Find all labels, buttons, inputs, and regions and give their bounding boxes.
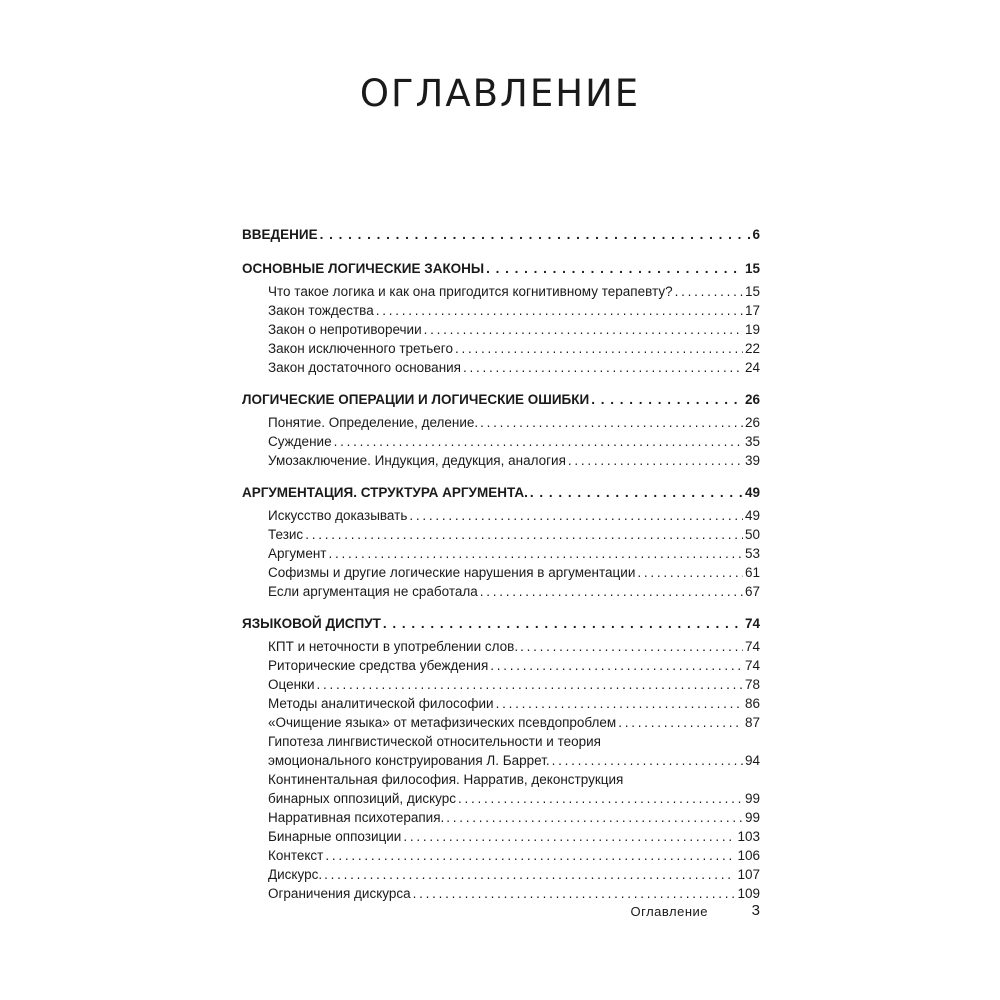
- toc-heading[interactable]: [242, 613, 760, 635]
- toc-entry-page: 74: [744, 658, 760, 673]
- toc-section-2: [242, 389, 760, 470]
- toc-entry-page: 107: [737, 867, 760, 882]
- dot-leader: [409, 506, 743, 525]
- dot-leader: [552, 751, 743, 770]
- dot-leader: [496, 694, 743, 713]
- toc-entry-page: 26: [744, 415, 760, 430]
- toc-section-1: [242, 258, 760, 377]
- toc-entry-page: 39: [744, 453, 760, 468]
- dot-leader: [446, 808, 743, 827]
- toc-entry-page: 106: [737, 848, 760, 863]
- toc-entry-label: Аргумент: [268, 546, 327, 561]
- toc-entry-page: 87: [744, 715, 760, 730]
- toc-entry[interactable]: [242, 301, 760, 320]
- page-footer: [0, 900, 760, 924]
- toc-entry[interactable]: [242, 582, 760, 601]
- toc-section-intro: [242, 224, 760, 246]
- toc-entry-label: Дискурс.: [268, 867, 323, 882]
- toc-entry-label: Если аргументация не сработала: [268, 584, 478, 599]
- dot-leader: [618, 713, 743, 732]
- dot-leader: [424, 320, 743, 339]
- toc-entry-page: 78: [744, 677, 760, 692]
- toc-entry-page: 109: [737, 886, 760, 901]
- toc-entry[interactable]: [242, 770, 760, 808]
- toc-entry-page: 15: [744, 284, 760, 299]
- toc-entry[interactable]: [242, 713, 760, 732]
- toc-heading-label: ЯЗЫКОВОЙ ДИСПУТ: [242, 616, 381, 631]
- dot-leader: [334, 432, 743, 451]
- toc-entry-page: 94: [744, 753, 760, 768]
- toc-entry-label: Закон исключенного третьего: [268, 341, 453, 356]
- toc-entry-page: 17: [744, 303, 760, 318]
- dot-leader: [317, 675, 743, 694]
- toc-entry[interactable]: [242, 694, 760, 713]
- toc-entry[interactable]: [242, 525, 760, 544]
- toc-section-4: [242, 613, 760, 903]
- toc-entry[interactable]: [242, 732, 760, 770]
- dot-leader: [520, 637, 743, 656]
- toc-entry-label: Умозаключение. Индукция, дедукция, аналогия: [268, 453, 566, 468]
- dot-leader: [403, 827, 735, 846]
- toc-section-3: [242, 482, 760, 601]
- toc-heading[interactable]: [242, 482, 760, 504]
- dot-leader: [463, 358, 743, 377]
- dot-leader: [486, 258, 743, 280]
- toc-entry-label-line2: бинарных оппозиций, дискурс: [268, 791, 457, 806]
- toc-entry-label: Понятие. Определение, деление.: [268, 415, 479, 430]
- toc-entry[interactable]: [242, 432, 760, 451]
- toc-entry-label: Софизмы и другие логические нарушения в аргументации: [268, 565, 636, 580]
- toc-entry[interactable]: [242, 358, 760, 377]
- toc-entry[interactable]: [242, 320, 760, 339]
- toc-entry-page: 49: [744, 508, 760, 523]
- dot-leader: [328, 544, 743, 563]
- toc-entry-label: Методы аналитической философии: [268, 696, 494, 711]
- toc-entry[interactable]: [242, 675, 760, 694]
- toc-entry-label: Закон тождества: [268, 303, 374, 318]
- toc-heading-page: 15: [744, 261, 760, 276]
- toc-entry-page: 74: [744, 639, 760, 654]
- dot-leader: [490, 656, 743, 675]
- toc-entry-page: 24: [744, 360, 760, 375]
- dot-leader: [530, 482, 743, 504]
- toc-entry-page: 67: [744, 584, 760, 599]
- toc-entry-label-line1: Континентальная философия. Нарратив, деконструкция: [268, 772, 624, 787]
- toc-entry[interactable]: [242, 563, 760, 582]
- toc-entry-label: Искусство доказывать: [268, 508, 408, 523]
- toc-entry-label: Суждение: [268, 434, 332, 449]
- toc-entry-label: Контекст: [268, 848, 324, 863]
- toc-entry[interactable]: [242, 808, 760, 827]
- toc-entry-label-line1: Гипотеза лингвистической относительности и теория: [268, 734, 601, 749]
- toc-entry-label: Нарративная психотерапия.: [268, 810, 445, 825]
- dot-leader: [455, 339, 743, 358]
- dot-leader: [376, 301, 743, 320]
- page-number: 3: [751, 902, 760, 919]
- toc-entry-label: Риторические средства убеждения: [268, 658, 489, 673]
- toc-entry-page: 99: [744, 791, 760, 806]
- dot-leader: [320, 224, 751, 246]
- toc-heading[interactable]: [242, 389, 760, 411]
- toc-entry-page: 86: [744, 696, 760, 711]
- dot-leader: [480, 413, 743, 432]
- toc-entry-page: 19: [744, 322, 760, 337]
- toc-entry[interactable]: [242, 339, 760, 358]
- dot-leader: [458, 789, 743, 808]
- toc-entry-label: Закон достаточного основания: [268, 360, 461, 375]
- toc-entry-page: 103: [737, 829, 760, 844]
- toc-entry[interactable]: [242, 544, 760, 563]
- toc-entry-page: 22: [744, 341, 760, 356]
- page-title: ОГЛАВЛЕНИЕ: [359, 72, 641, 115]
- toc-entry-label: КПТ и неточности в употреблении слов.: [268, 639, 519, 654]
- dot-leader: [637, 563, 743, 582]
- dot-leader: [305, 525, 743, 544]
- toc-entry-page: 53: [744, 546, 760, 561]
- dot-leader: [480, 582, 743, 601]
- toc-heading-page: 74: [744, 616, 760, 631]
- toc-heading-page: 6: [752, 227, 760, 242]
- toc-heading-label: ЛОГИЧЕСКИЕ ОПЕРАЦИИ И ЛОГИЧЕСКИЕ ОШИБКИ: [242, 392, 590, 407]
- toc-entry-label: Ограничения дискурса: [268, 886, 411, 901]
- toc-entry[interactable]: [242, 506, 760, 525]
- toc-entry[interactable]: [242, 413, 760, 432]
- toc-entry[interactable]: [242, 637, 760, 656]
- toc-entry-label: Что такое логика и как она пригодится когнитивному терапевту?: [268, 284, 673, 299]
- toc-entry[interactable]: [242, 656, 760, 675]
- toc-entry-label: Бинарные оппозиции: [268, 829, 402, 844]
- running-title: Оглавление: [630, 904, 708, 919]
- toc-heading-label: ОСНОВНЫЕ ЛОГИЧЕСКИЕ ЗАКОНЫ: [242, 261, 485, 276]
- toc-entry[interactable]: [242, 282, 760, 301]
- dot-leader: [568, 451, 743, 470]
- dot-leader: [383, 613, 743, 635]
- toc-heading[interactable]: [242, 224, 760, 246]
- toc-entry-page: 35: [744, 434, 760, 449]
- toc-entry-label-line2: эмоционального конструирования Л. Баррет.: [268, 753, 550, 768]
- toc-entry-page: 50: [744, 527, 760, 542]
- toc-entry-label: Тезис: [268, 527, 304, 542]
- toc-heading-page: 26: [744, 392, 760, 407]
- toc-heading-label: ВВЕДЕНИЕ: [242, 227, 318, 242]
- toc-entry[interactable]: [242, 827, 760, 846]
- toc-entry-label: Оценки: [268, 677, 315, 692]
- dot-leader: [591, 389, 743, 411]
- table-of-contents: [242, 224, 760, 915]
- toc-entry-page: 99: [744, 810, 760, 825]
- dot-leader: [325, 846, 735, 865]
- toc-heading-page: 49: [744, 485, 760, 500]
- toc-entry-label: Закон о непротиворечии: [268, 322, 422, 337]
- toc-entry[interactable]: [242, 865, 760, 884]
- toc-entry-page: 61: [744, 565, 760, 580]
- toc-entry-label: «Очищение языка» от метафизических псевдопроблем: [268, 715, 617, 730]
- toc-heading-label: АРГУМЕНТАЦИЯ. СТРУКТУРА АРГУМЕНТА.: [242, 485, 528, 500]
- dot-leader: [675, 282, 743, 301]
- toc-entry[interactable]: [242, 846, 760, 865]
- dot-leader: [324, 865, 735, 884]
- toc-entry[interactable]: [242, 451, 760, 470]
- toc-heading[interactable]: [242, 258, 760, 280]
